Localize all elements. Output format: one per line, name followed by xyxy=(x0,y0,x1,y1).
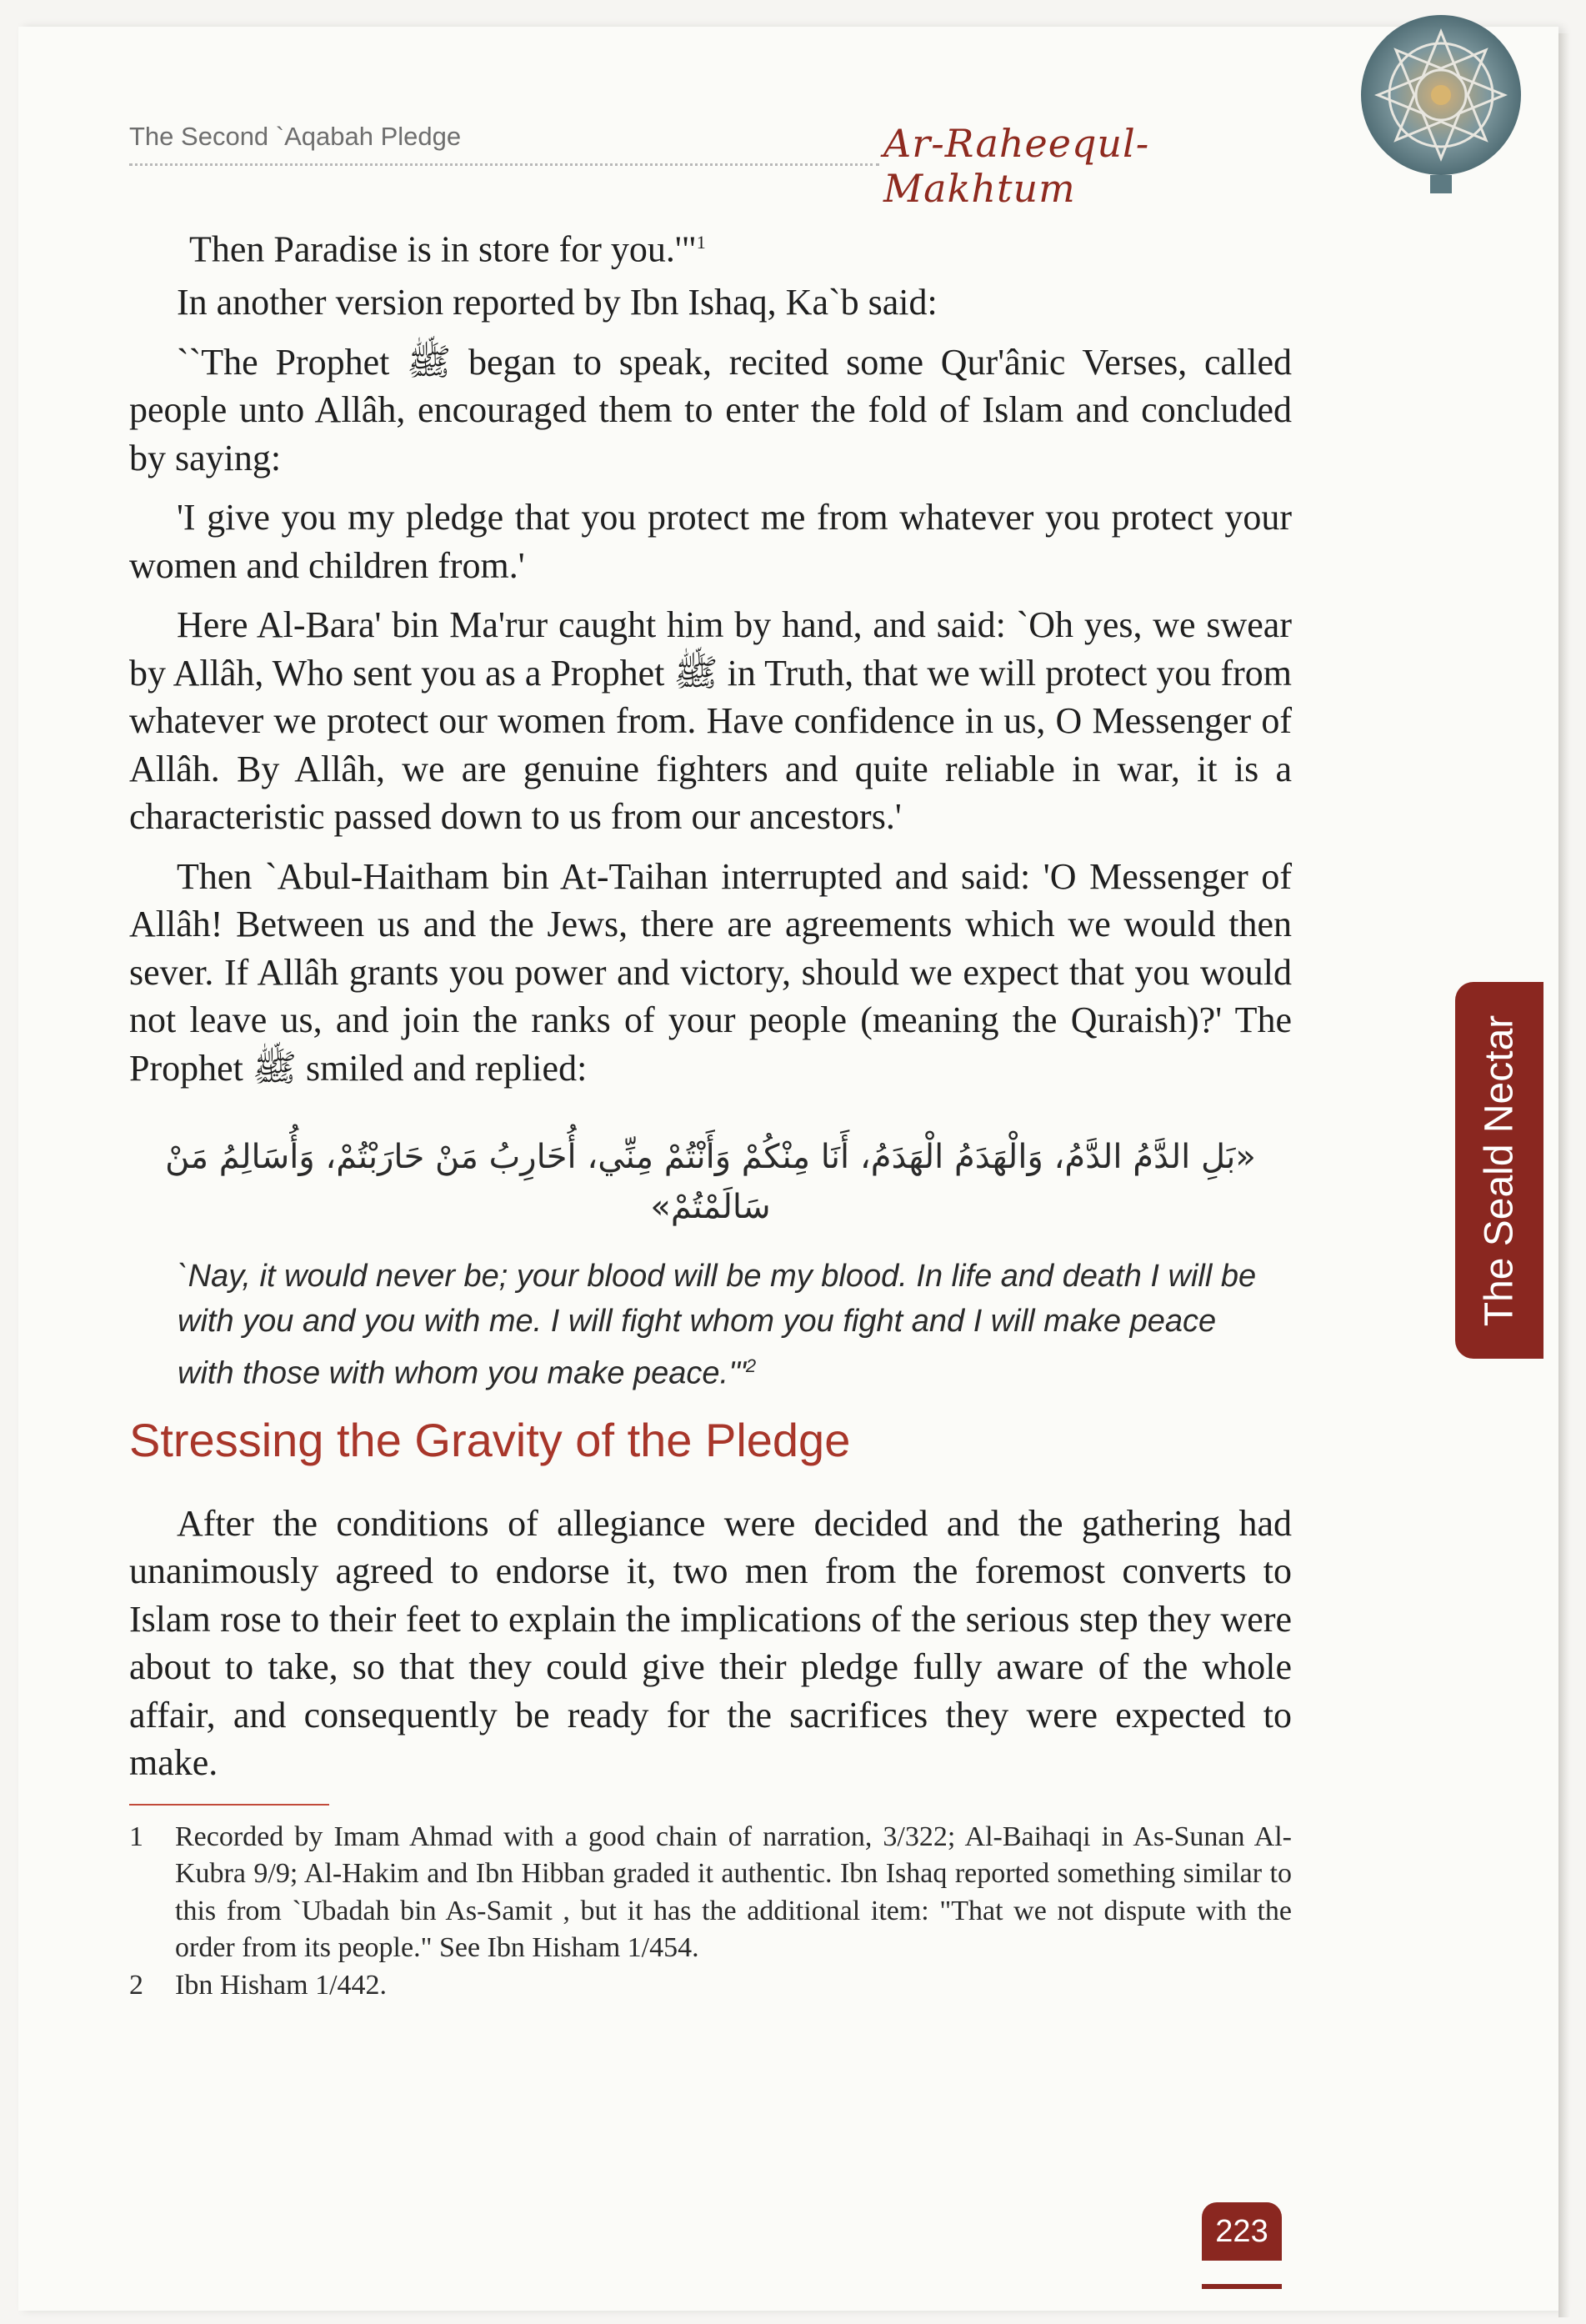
running-header-chapter: The Second `Aqabah Pledge xyxy=(129,122,462,151)
book-side-tab xyxy=(1455,982,1543,1359)
paragraph: After the conditions of allegiance were decided and the gathering had unanimously agreed to endorse it, two men from the foremost converts to Islam rose to their feet to explain the implications of the serious step they were about to take, so that they could give their pledge fully aware of the whole affair, and consequently be ready for the sacrifices they were expected to make. xyxy=(129,1502,1292,1784)
footnote-number: 1 xyxy=(129,1821,143,1852)
footnote-number: 2 xyxy=(129,1969,143,2001)
page-edge-shadow xyxy=(1558,33,1570,2317)
main-text xyxy=(129,218,1292,2004)
footnote-reference[interactable]: 2 xyxy=(745,1355,757,1377)
paragraph: Then Paradise is in store for you.'"$^1$ xyxy=(189,228,706,270)
footnote-reference[interactable]: 1 xyxy=(696,232,706,253)
paragraph: In another version reported by Ibn Ishaq, Ka`b said: xyxy=(177,282,938,323)
arabic-hadith-text: «بَلِ الدَّمُ الدَّمُ، وَالْهَدَمُ الْهَدَمُ، أَنَا مِنْكُمْ وَأَنْتُمْ مِنِّي، أُحَارِبُ مَنْ حَارَبْتُمْ، وَأُسَالِمُ مَنْ سَالَمْتُمْ» xyxy=(165,1138,1256,1227)
running-header-book-title: Ar-Raheequl-Makhtum xyxy=(883,121,1150,211)
paragraph: ``The Prophet ﷺ began to speak, recited some Qur'ânic Verses, called people unto Allâh, encouraged them to enter the fold of Islam and concluded by saying: xyxy=(129,341,1292,478)
page-number: 223 xyxy=(1202,2202,1282,2261)
footnotes xyxy=(129,1819,1292,2005)
translation-quote: `Nay, it would never be; your blood will be my blood. In life and death I will be with you and you with me. I will fight whom you fight and I will make peace with those with whom you make peace.'"$^2$ xyxy=(178,1259,1257,1391)
paragraph: 'I give you my pledge that you protect me from whatever you protect your women and children from.' xyxy=(129,497,1292,586)
section-heading: Stressing the Gravity of the Pledge xyxy=(129,1413,851,1466)
footnote xyxy=(129,1967,1292,2005)
footnote xyxy=(129,1819,1292,1967)
paragraph: Here Al-Bara' bin Ma'rur caught him by hand, and said: `Oh yes, we swear by Allâh, Who sent you as a Prophet ﷺ in Truth, that we will protect you from whatever we protect our women from. Have confidence in us, O Messenger of Allâh. By Allâh, we are genuine fighters and quite reliable in war, it is a characteristic passed down to us from our ancestors.' xyxy=(129,604,1292,838)
paragraph: Then `Abul-Haitham bin At-Taihan interrupted and said: 'O Messenger of Allâh! Between us and the Jews, there are agreements which we would then sever. If Allâh grants you power and victory, should we expect that you would not leave us, and join the ranks of your people (meaning the Quraish)?' The Prophet ﷺ smiled and replied: xyxy=(129,855,1292,1089)
header-dotted-rule xyxy=(129,163,879,166)
footnote-text: Recorded by Imam Ahmad with a good chain of narration, 3/322; Al-Baihaqi in As-Sunan Al-Kubra 9/9; Al-Hakim and Ibn Hibban graded it authentic. Ibn Ishaq reported something similar to this from `Ubadah bin As-Samit , but it has the additional item: "That we not dispute with the order from its people." See Ibn Hisham 1/454. xyxy=(175,1821,1292,1964)
side-tab-label: The Seald Nectar xyxy=(1477,1014,1522,1326)
footnote-divider xyxy=(129,1804,329,1806)
ornament-rosette-icon xyxy=(1332,15,1550,198)
page-number-underline xyxy=(1202,2284,1282,2289)
footnote-text: Ibn Hisham 1/442. xyxy=(175,1969,388,2001)
